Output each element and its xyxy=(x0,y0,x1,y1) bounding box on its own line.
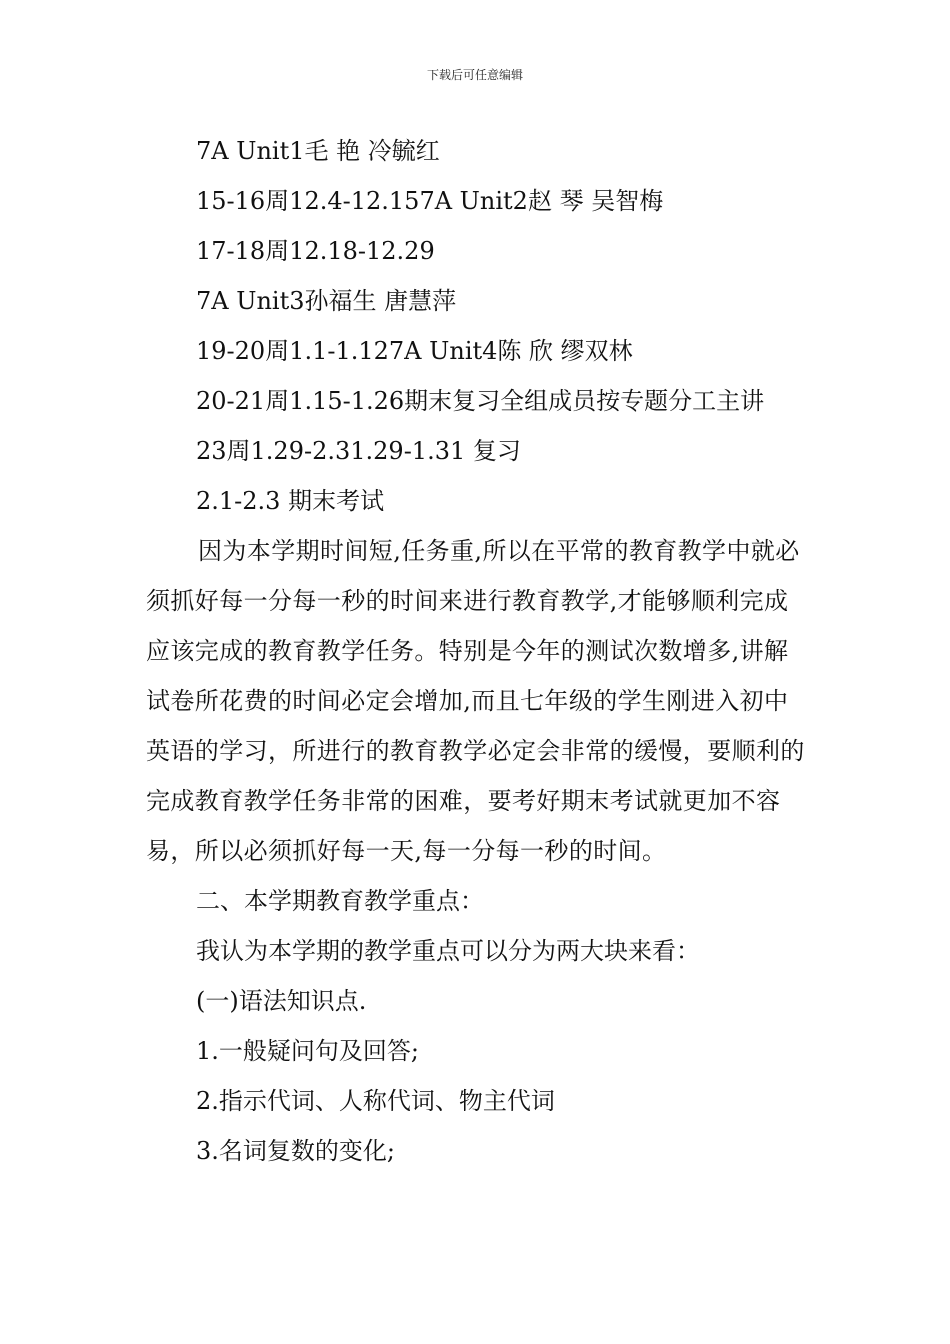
schedule-line: 20-21周1.15-1.26期末复习全组成员按专题分工主讲 xyxy=(196,387,765,415)
schedule-line: 19-20周1.1-1.127A Unit4陈 欣 缪双林 xyxy=(196,337,633,365)
schedule-line: 7A Unit1毛 艳 冷毓红 xyxy=(196,137,440,165)
section-heading: 二、本学期教育教学重点： xyxy=(196,887,484,915)
schedule-line: 7A Unit3孙福生 唐慧萍 xyxy=(196,287,457,315)
schedule-line: 2.1-2.3 期末考试 xyxy=(196,487,385,515)
list-item: 1.一般疑问句及回答; xyxy=(196,1037,419,1065)
schedule-line: 17-18周12.18-12.29 xyxy=(196,237,435,265)
document-body xyxy=(146,126,806,1176)
list-item: 2.指示代词、人称代词、物主代词 xyxy=(196,1087,555,1115)
list-item: 3.名词复数的变化; xyxy=(196,1137,395,1165)
body-paragraph: 因为本学期时间短,任务重,所以在平常的教育教学中就必须抓好每一分每一秒的时间来进行教育教学,才能够顺利完成应该完成的教育教学任务。特别是今年的测试次数增多,讲解试卷所花费的时间必定会增加,而且七年级的学生刚进入初中英语的学习，所进行的教育教学必定会非常的缓慢，要顺利的完成教育教学任务非常的困难，要考好期末考试就更加不容易，所以必须抓好每一天,每一分每一秒的时间。 xyxy=(146,537,805,865)
page-header-note: 下载后可任意编辑 xyxy=(426,68,523,82)
section-line: (一)语法知识点. xyxy=(196,987,367,1015)
schedule-line: 15-16周12.4-12.157A Unit2赵 琴 吴智梅 xyxy=(196,187,664,215)
schedule-line: 23周1.29-2.31.29-1.31 复习 xyxy=(196,437,521,465)
section-line: 我认为本学期的教学重点可以分为两大块来看： xyxy=(196,937,700,965)
